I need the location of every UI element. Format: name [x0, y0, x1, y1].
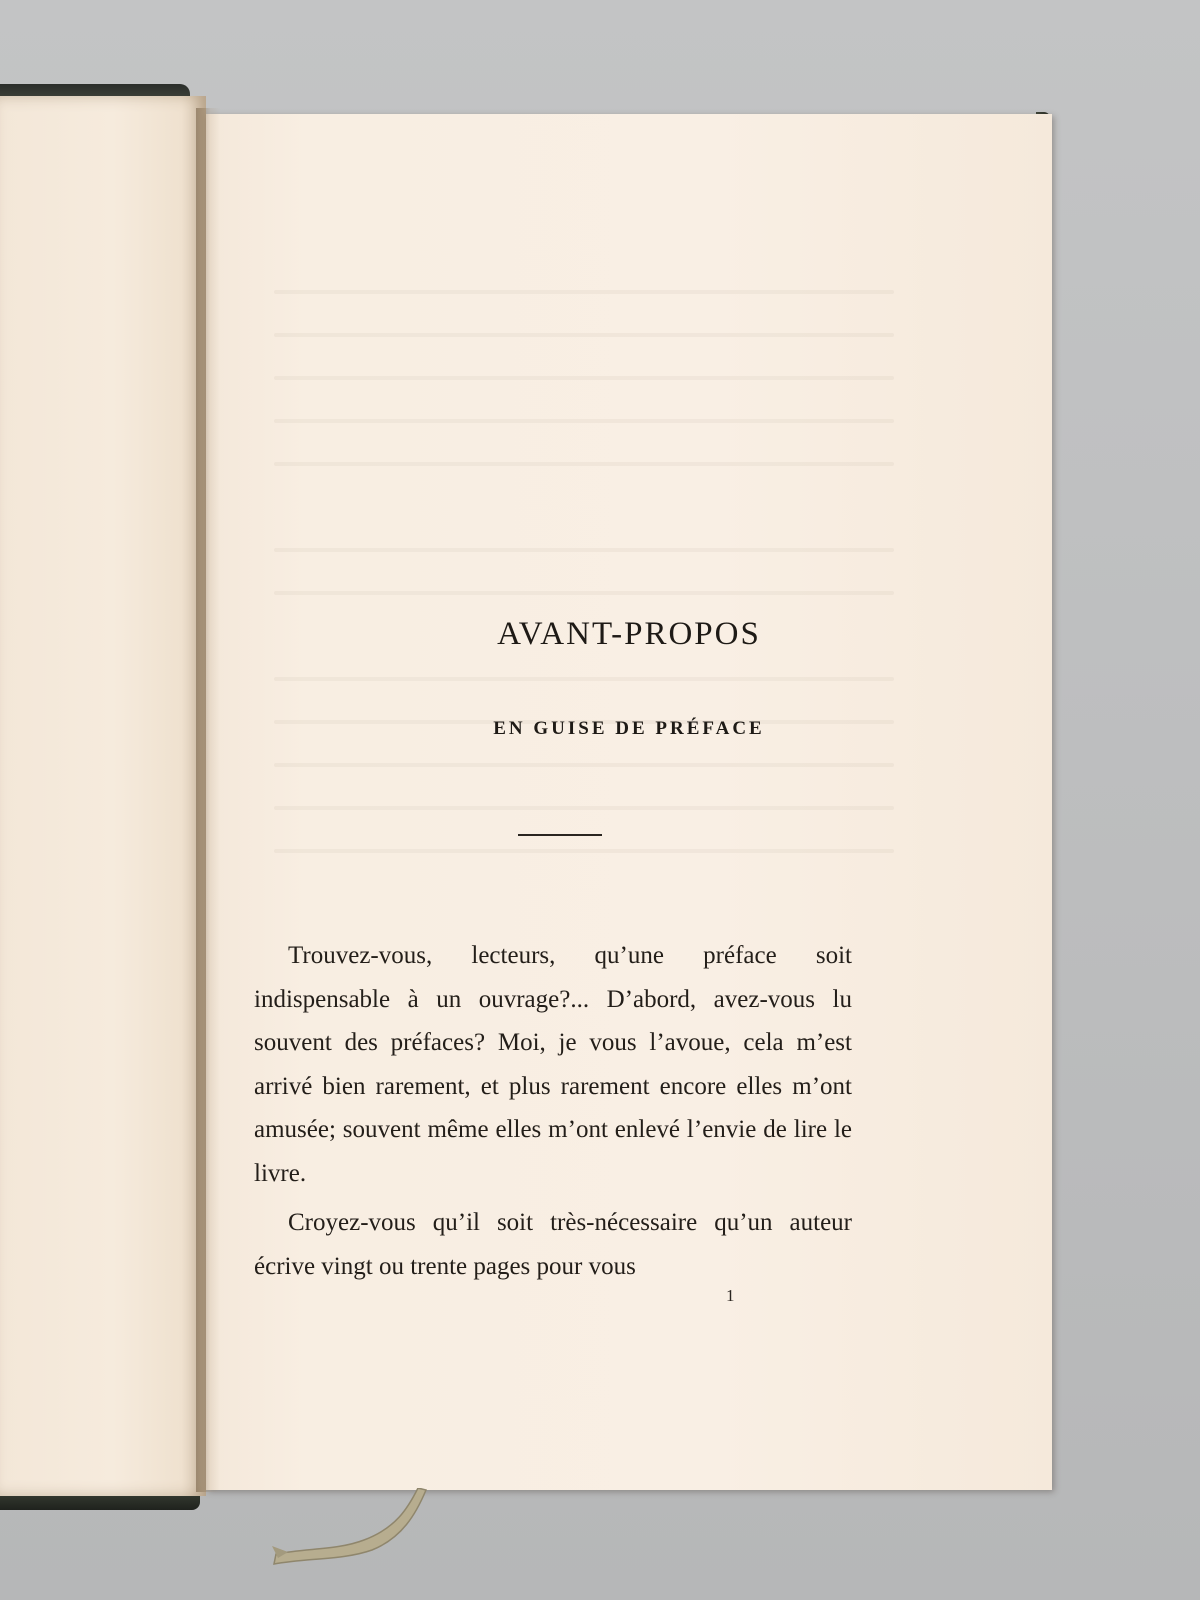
right-page	[206, 114, 1052, 1490]
show-through-line	[274, 591, 894, 595]
paragraph-2: Croyez-vous qu’il soit très-nécessaire qu’un auteur écrive vingt ou trente pages pour vous	[254, 1209, 852, 1280]
show-through-line	[274, 376, 894, 380]
show-through-line	[274, 806, 894, 810]
decorative-rule	[518, 834, 602, 836]
paragraph-1: Trouvez-vous, lecteurs, qu’une préface soit indispensable à un ouvrage?... D’abord, avez-vous lu souvent des préfaces? Moi, je vous l’avoue, cela m’est arrivé bien rarement, et plus rarement encore elles m’ont amusée; souvent même elles m’ont enlevé l’envie de lire le livre.	[254, 942, 852, 1187]
body-text	[254, 934, 852, 1294]
page-subtitle: EN GUISE DE PRÉFACE	[493, 718, 765, 739]
show-through-line	[274, 290, 894, 294]
show-through-line	[274, 462, 894, 466]
ribbon-bookmark-icon	[268, 1488, 428, 1568]
gutter-shadow	[196, 108, 220, 1492]
show-through-line	[274, 548, 894, 552]
show-through-line	[274, 333, 894, 337]
show-through-line	[274, 849, 894, 853]
show-through-line	[274, 677, 894, 681]
show-through-line	[274, 419, 894, 423]
page-title: AVANT-PROPOS	[497, 616, 761, 652]
left-page	[0, 96, 206, 1496]
show-through-line	[274, 763, 894, 767]
page-number: 1	[726, 1286, 735, 1305]
